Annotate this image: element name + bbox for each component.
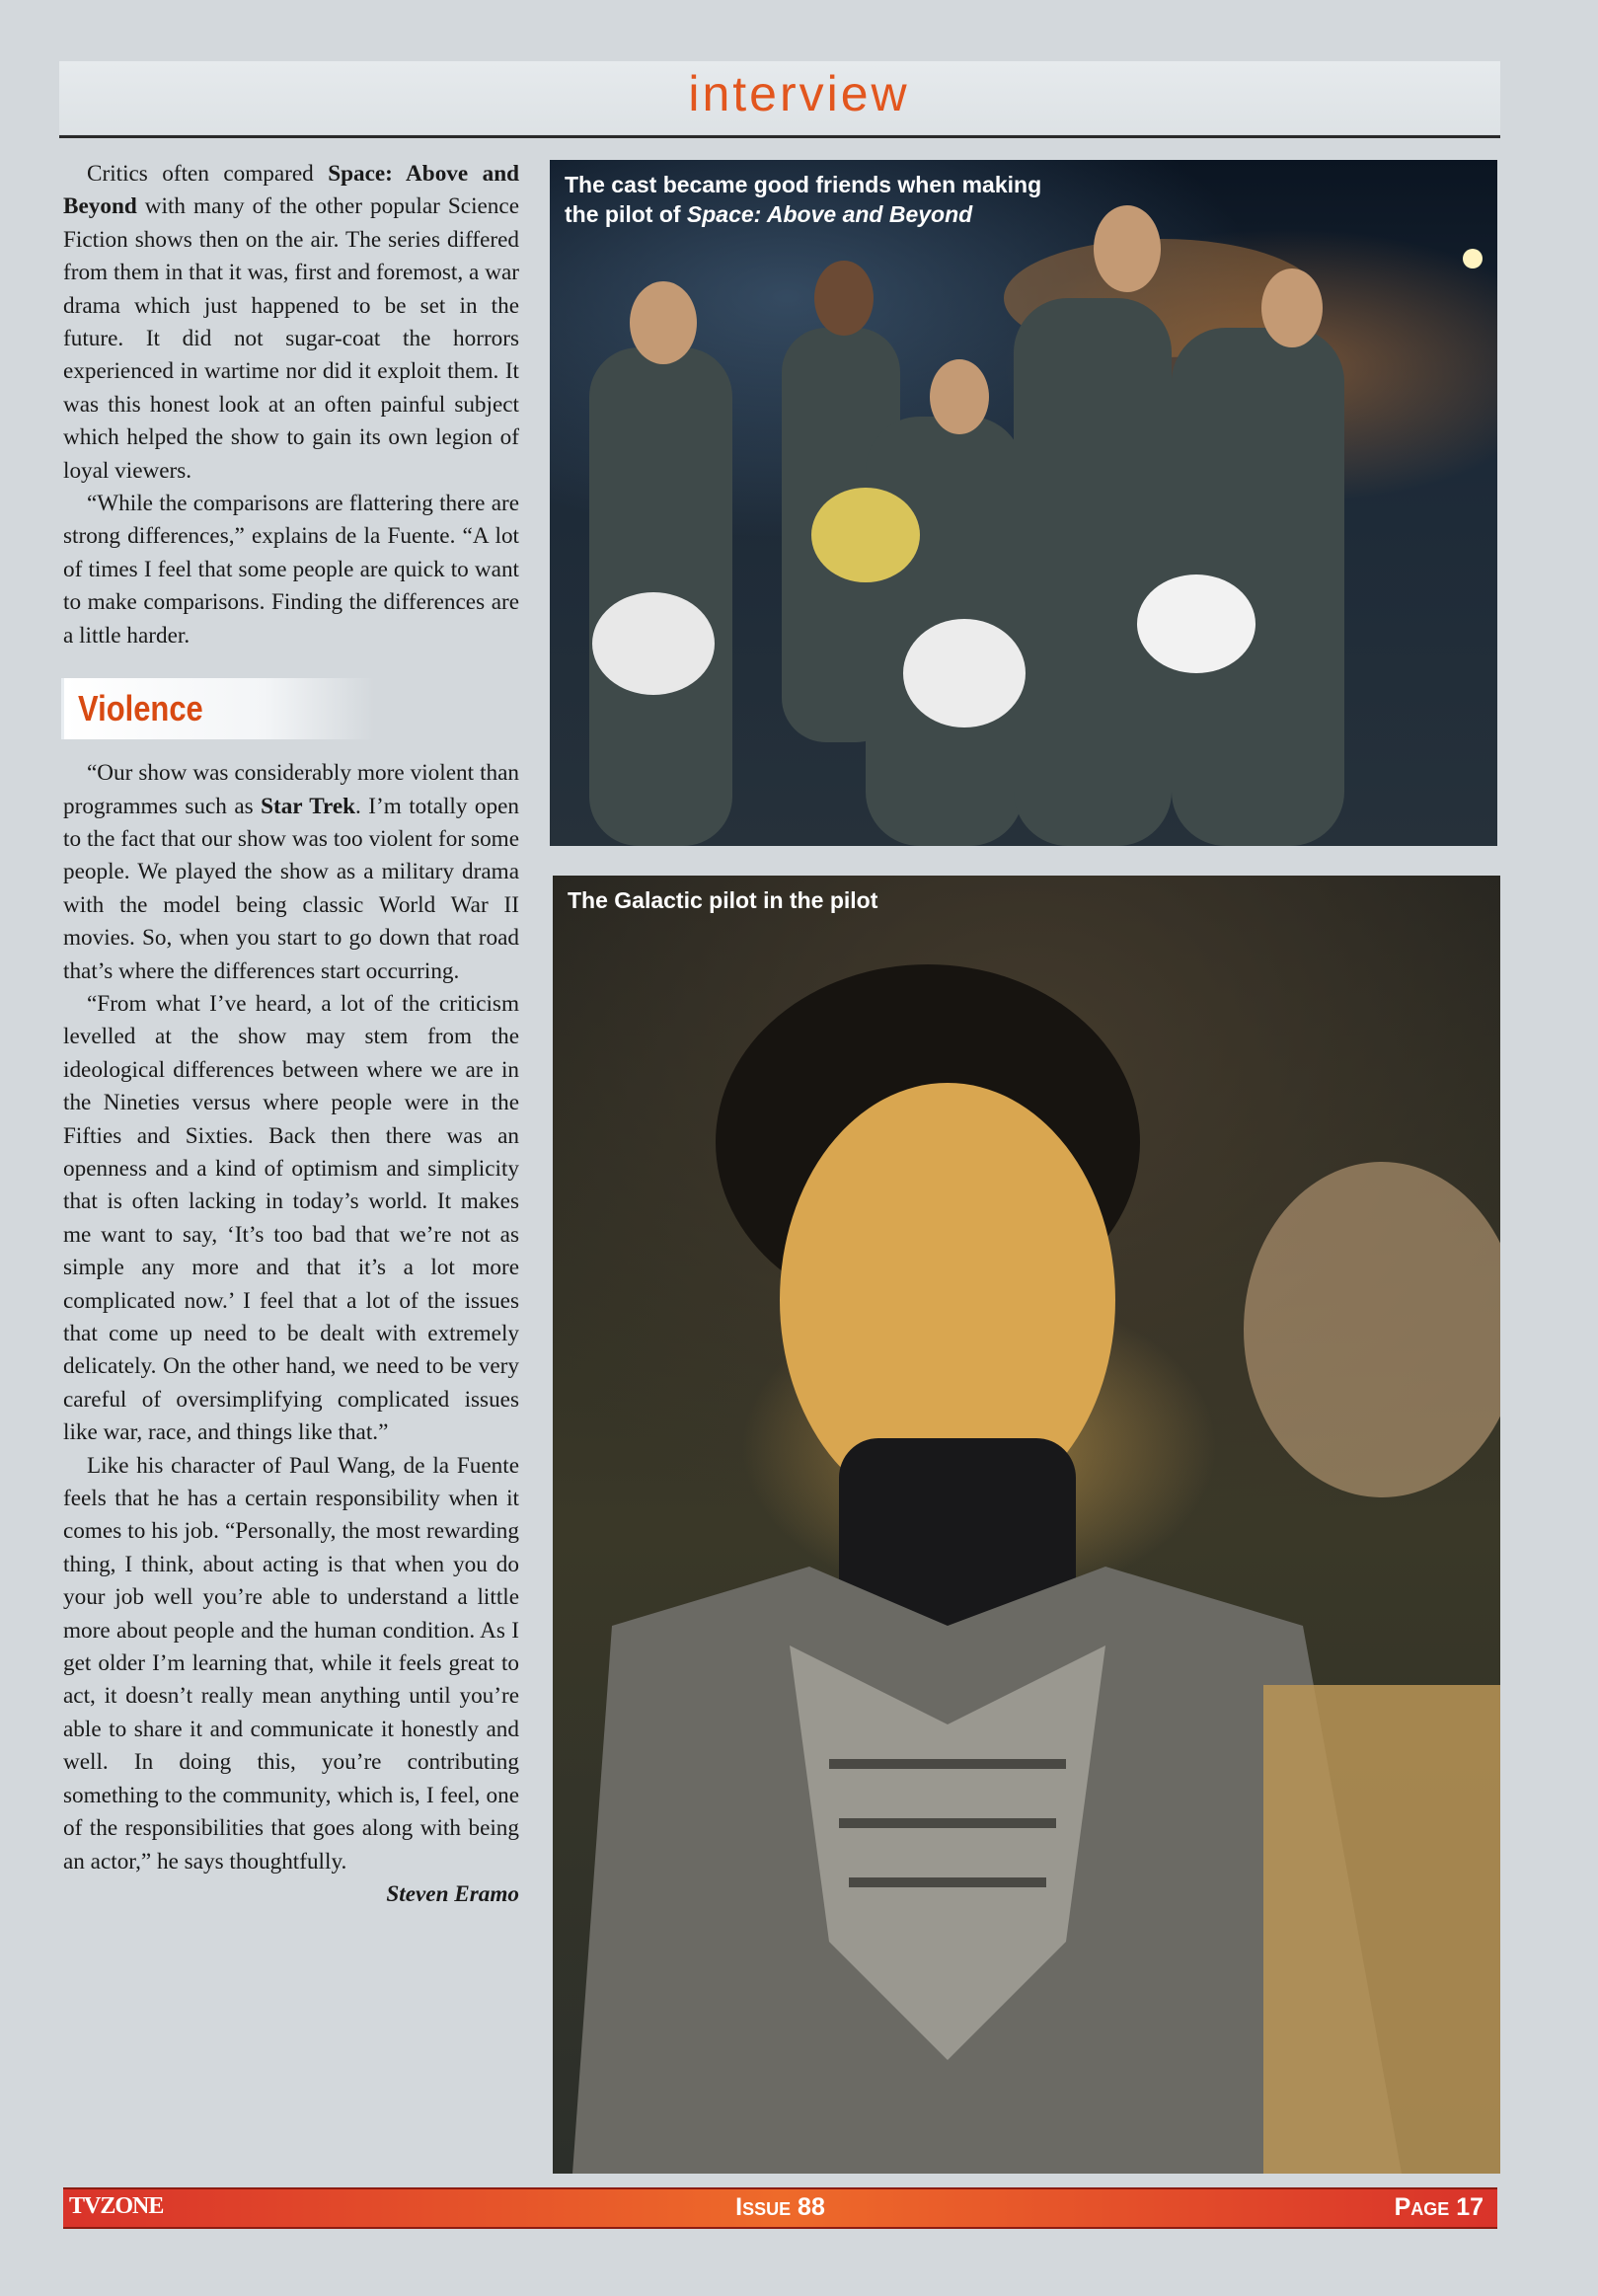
cast-illustration	[550, 160, 1497, 846]
paragraph-4: “From what I’ve heard, a lot of the criticism levelled at the show may stem from the ideological differences between where we are in the Nineties versus where people were in the Fifties and Sixties. Back then there was an openness and a kind of optimism and simplicity that is often lacking in today’s world. It makes me want to say, ‘It’s too bad that we’re not as simple any more and that it’s a lot more complicated now.’ I feel that a lot of the issues that come up need to be dealt with extremely delicately. On the other hand, we need to be very careful of oversimplifying complicated issues like war, race, and things like that.”	[63, 990, 519, 1446]
subhead-violence: Violence	[61, 678, 374, 739]
issue-number: Issue 88	[735, 2193, 825, 2221]
paragraph-3: “Our show was considerably more violent than programmes such as Star Trek. I’m totally open to the fact that our show was too violent for some people. We played the show as a military drama with the model being classic World War II movies. So, when you start to go down that road that’s where the differences start occurring.	[63, 760, 519, 984]
footer-band	[63, 2187, 1497, 2229]
byline: Steven Eramo	[386, 1880, 519, 1907]
article-column	[63, 158, 519, 1911]
pilot-illustration	[553, 876, 1500, 2174]
paragraph-1: Critics often compared Space: Above and Beyond with many of the other popular Science Fiction shows then on the air. The series differed from them in that it was, first and foremost, a war drama which just happened to be set in the future. It did not sugar-coat the horrors experienced in wartime nor did it exploit them. It was this honest look at an often painful subject which helped the show to gain its own legion of loyal viewers.	[63, 161, 519, 484]
pilot-photo	[553, 876, 1500, 2174]
cast-photo-caption: The cast became good friends when making the pilot of Space: Above and Beyond	[565, 172, 1042, 227]
paragraph-5: Like his character of Paul Wang, de la Fuente feels that he has a certain responsibility when it comes to his job. “Personally, the most rewarding thing, I think, about acting is that when you do your job well you’re able to understand a little more about people and the human condition. As I get older I’m learning that, while it feels great to act, it doesn’t really mean anything until you’re able to share it and communicate it honestly and well. In doing this, you’re contributing something to the community, which is, I feel, one of the responsibilities that goes along with being an actor,” he says thoughtfully.	[63, 1452, 519, 1875]
pilot-photo-caption: The Galactic pilot in the pilot	[568, 887, 878, 913]
magazine-logo: TVZONE	[69, 2193, 164, 2219]
paragraph-2: “While the comparisons are flattering there are strong differences,” explains de la Fuente. “A lot of times I feel that some people are quick to want to make comparisons. Finding the differences are a little harder.	[63, 491, 519, 649]
header-rule	[59, 135, 1500, 138]
page-number: Page 17	[1394, 2193, 1484, 2221]
cast-photo	[550, 160, 1497, 846]
section-label: interview	[688, 66, 910, 121]
